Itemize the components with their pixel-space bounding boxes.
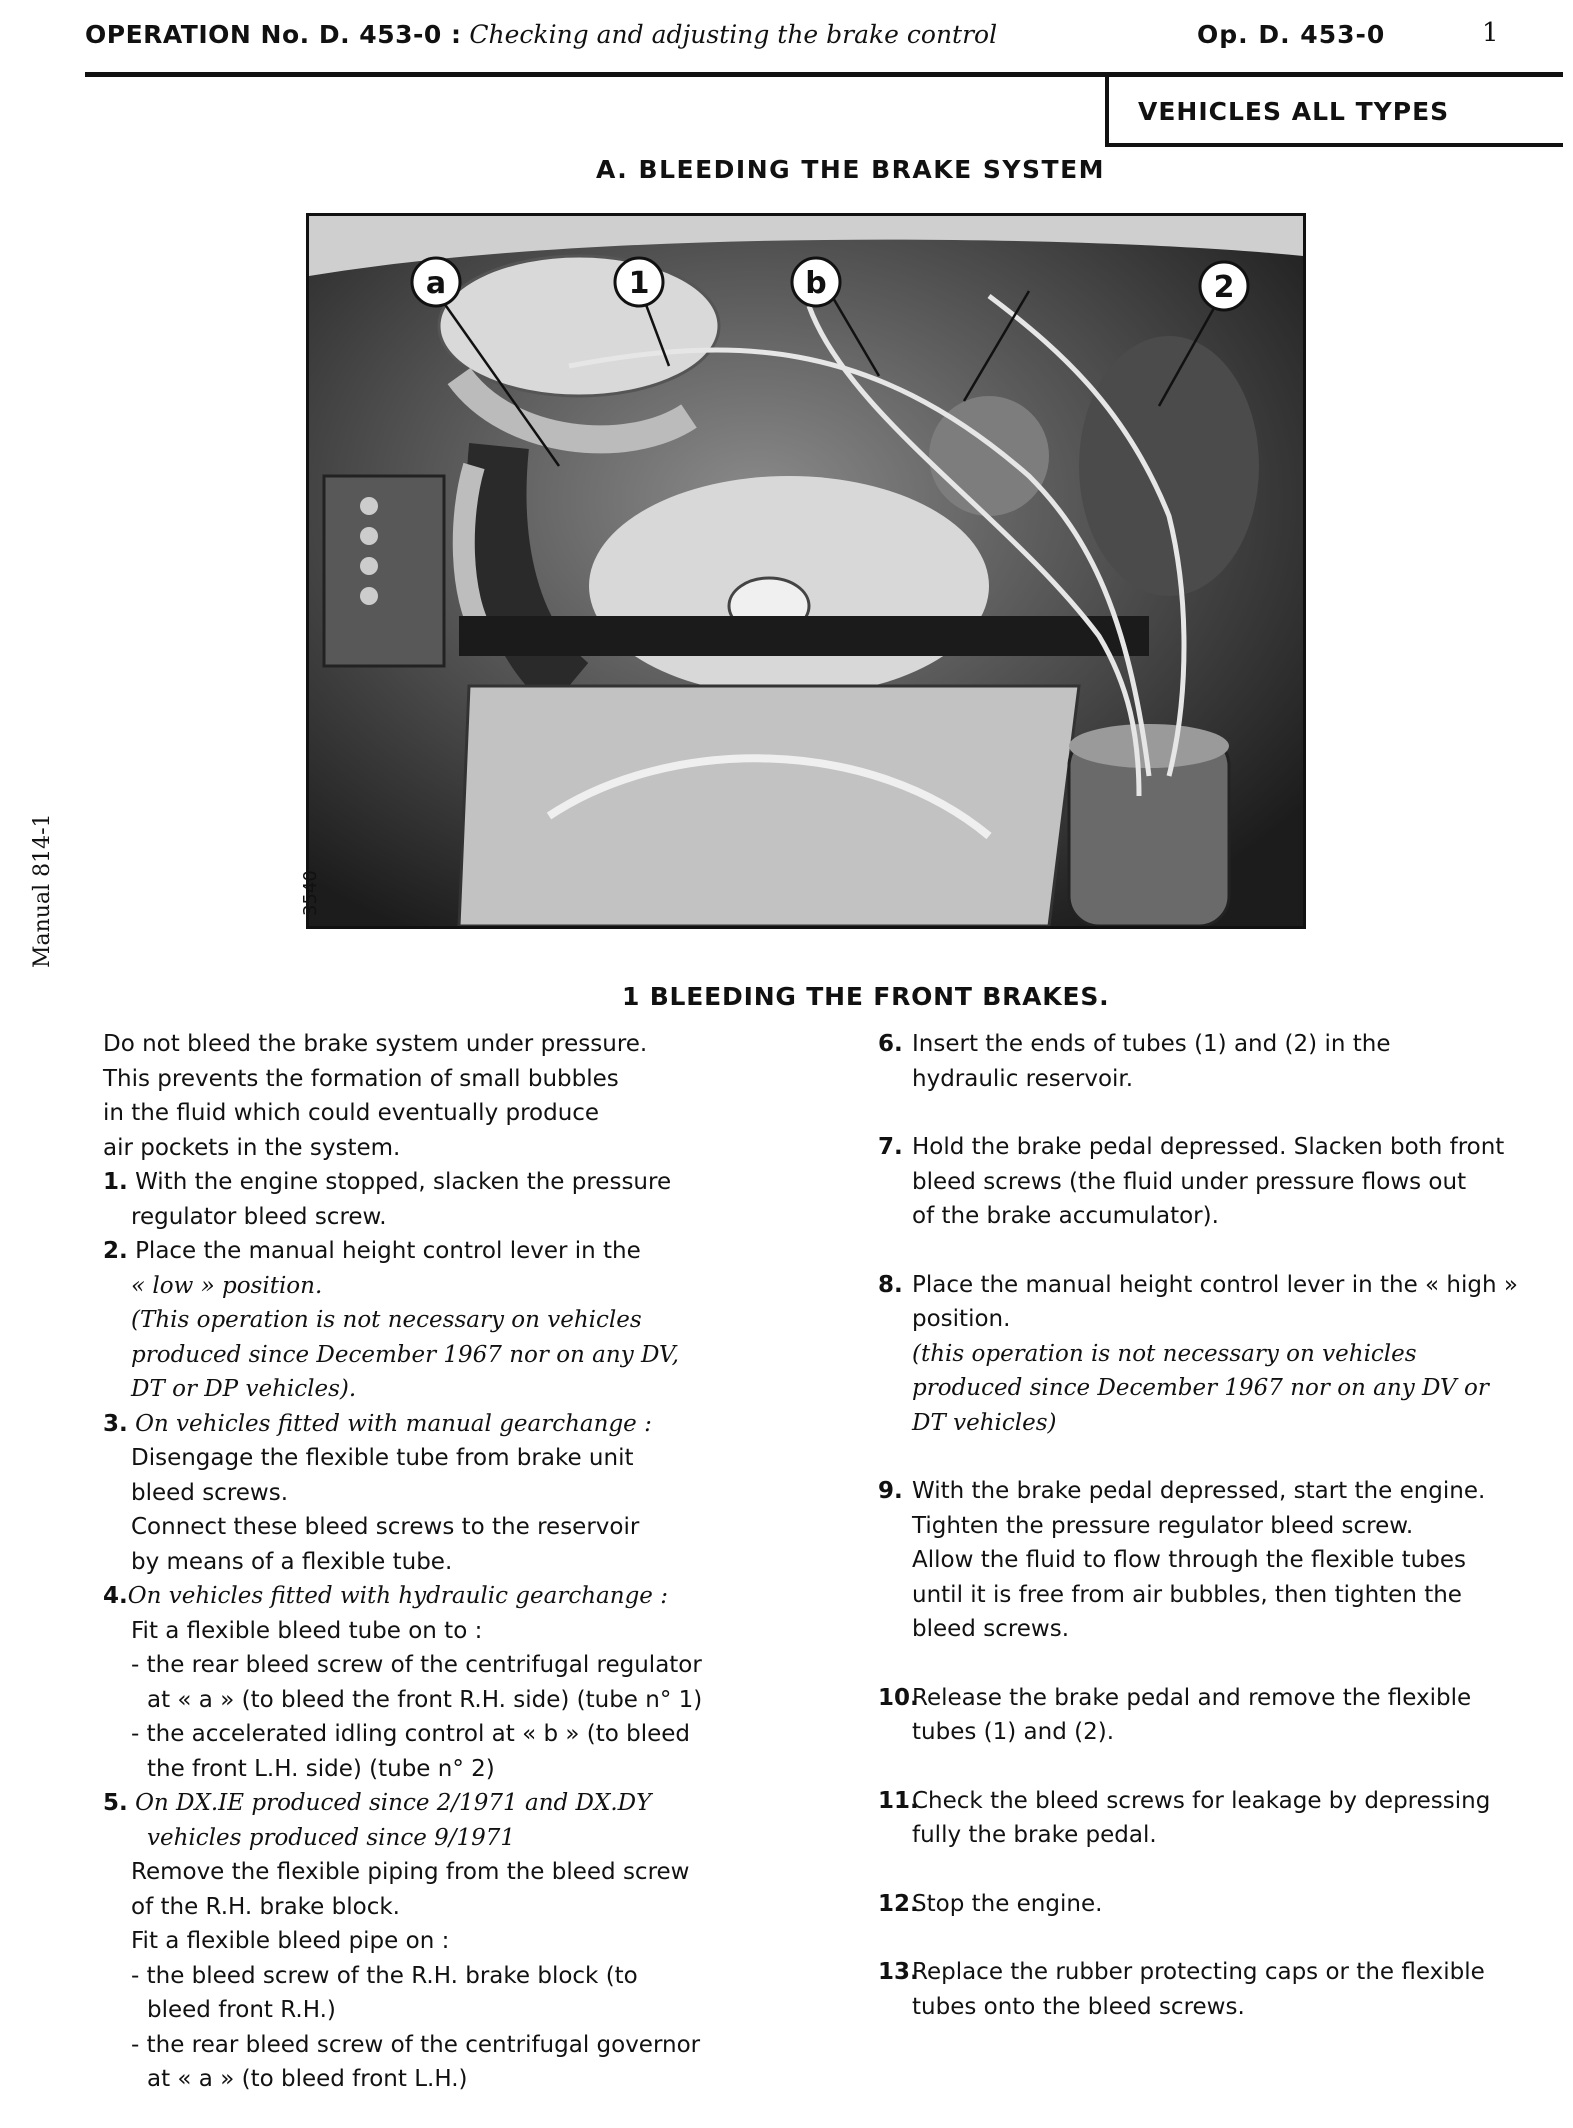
- page-number: 1: [1482, 18, 1499, 48]
- callout-a: [412, 258, 460, 306]
- step-7: 7. Hold the brake pedal depressed. Slacken both front bleed screws (the fluid under pressure flows out of the brake accumulator).: [878, 1130, 1558, 1234]
- step-5-bullet: - the bleed screw of the R.H. brake block (to: [131, 1962, 638, 1989]
- step-4-line: Fit a flexible bleed tube on to :: [131, 1617, 483, 1644]
- callout-b: [792, 258, 840, 306]
- subsection-title: 1 BLEEDING THE FRONT BRAKES.: [622, 982, 1110, 1011]
- step-9: 9. With the brake pedal depressed, start the engine. Tighten the pressure regulator bleed screw. Allow the fluid to flow through the flexible tubes until it is free from air bubbles, then tighten the bleed screws.: [878, 1474, 1558, 1647]
- step-3-line: Disengage the flexible tube from brake unit: [131, 1445, 634, 1471]
- step-number: 6.: [878, 1031, 903, 1057]
- step-4-bullet: - the rear bleed screw of the centrifugal regulator: [131, 1652, 702, 1678]
- step-6: 6. Insert the ends of tubes (1) and (2) in the hydraulic reservoir.: [878, 1027, 1558, 1096]
- step-2-note: produced since December 1967 nor on any DV,: [131, 1341, 679, 1368]
- intro-line: in the fluid which could eventually produce: [103, 1100, 600, 1126]
- step-11: 11. Check the bleed screws for leakage by depressing fully the brake pedal.: [878, 1784, 1558, 1853]
- step-2-note: DT or DP vehicles).: [131, 1376, 357, 1402]
- step-number: 10.: [878, 1684, 919, 1711]
- step-3: 3. On vehicles fitted with manual gearchange :: [103, 1410, 652, 1437]
- step-number: 12.: [878, 1890, 919, 1917]
- engine-photo: [306, 213, 1306, 929]
- step-4-bullet-cont: the front L.H. side) (tube n° 2): [147, 1755, 495, 1782]
- intro-line: This prevents the formation of small bubbles: [103, 1065, 619, 1092]
- step-3-line: bleed screws.: [131, 1479, 289, 1506]
- step-5-bullet-cont: bleed front R.H.): [147, 1997, 336, 2023]
- step-10: 10. Release the brake pedal and remove the flexible tubes (1) and (2).: [878, 1681, 1558, 1750]
- step-8-note: DT vehicles): [912, 1409, 1057, 1436]
- callout-1-label: 1: [628, 266, 650, 301]
- step-number: 3.: [103, 1410, 128, 1437]
- step-5-line: Fit a flexible bleed pipe on :: [131, 1928, 450, 1954]
- section-title: A. BLEEDING THE BRAKE SYSTEM: [596, 155, 1106, 184]
- step-8: 8. Place the manual height control lever in the « high » position. (this operation is not necessary on vehicles produced since December 1967 nor on any DV or DT vehicles): [878, 1268, 1558, 1441]
- step-number: 9.: [878, 1478, 903, 1504]
- step-2-note: (This operation is not necessary on vehicles: [131, 1307, 642, 1333]
- step-5: 5. On DX.IE produced since 2/1971 and DX.DY: [103, 1790, 652, 1816]
- step-5-bullet-cont: at « a » (to bleed front L.H.): [147, 2066, 468, 2092]
- step-1: 1. With the engine stopped, slacken the pressure: [103, 1169, 672, 1195]
- step-number: 11.: [878, 1787, 919, 1814]
- step-2: 2. Place the manual height control lever in the: [103, 1238, 641, 1264]
- step-number: 4.: [103, 1583, 128, 1609]
- step-1-cont: regulator bleed screw.: [131, 1203, 387, 1230]
- vehicles-label: VEHICLES ALL TYPES: [1138, 97, 1450, 126]
- engine-photo-illustration: [309, 216, 1303, 926]
- operation-title: Checking and adjusting the brake control: [469, 20, 998, 49]
- step-number: 5.: [103, 1790, 128, 1816]
- step-number: 2.: [103, 1238, 128, 1264]
- manual-side-label: Manual 814-1: [30, 813, 55, 968]
- step-number: 8.: [878, 1271, 903, 1298]
- step-5-bullet: - the rear bleed screw of the centrifugal governor: [131, 2031, 701, 2058]
- step-number: 13.: [878, 1959, 919, 1985]
- step-5-head-cont: vehicles produced since 9/1971: [147, 1824, 516, 1851]
- callout-b-label: b: [805, 266, 827, 301]
- step-3-line: by means of a flexible tube.: [131, 1548, 453, 1575]
- step-3-line: Connect these bleed screws to the reservoir: [131, 1514, 640, 1540]
- left-column: [103, 1027, 753, 2097]
- step-8-note: (this operation is not necessary on vehicles: [912, 1340, 1417, 1367]
- step-number: 7.: [878, 1134, 903, 1160]
- callout-2-label: 2: [1213, 270, 1235, 305]
- operation-header: [85, 20, 997, 49]
- step-4: 4.On vehicles fitted with hydraulic gearchange :: [103, 1583, 668, 1609]
- step-5-line: of the R.H. brake block.: [131, 1893, 400, 1920]
- intro-line: Do not bleed the brake system under pressure.: [103, 1031, 648, 1057]
- operation-short-ref: Op. D. 453-0: [1197, 20, 1386, 49]
- intro-line: air pockets in the system.: [103, 1134, 401, 1161]
- step-4-bullet: - the accelerated idling control at « b » (to bleed: [131, 1721, 691, 1747]
- step-number: 1.: [103, 1169, 128, 1195]
- callout-2: [1200, 262, 1248, 310]
- callout-a-label: a: [425, 266, 447, 301]
- step-12: 12. Stop the engine.: [878, 1887, 1558, 1922]
- callout-1: [615, 258, 663, 306]
- step-2-cont: « low » position.: [131, 1272, 323, 1299]
- operation-number: OPERATION No. D. 453-0 :: [85, 20, 462, 49]
- photo-reference-number: 3540: [300, 870, 321, 916]
- step-8-note: produced since December 1967 nor on any DV or: [912, 1375, 1489, 1401]
- right-column: [878, 1027, 1558, 2024]
- step-5-line: Remove the flexible piping from the bleed screw: [131, 1859, 690, 1885]
- step-4-bullet-cont: at « a » (to bleed the front R.H. side) (tube n° 1): [147, 1686, 703, 1713]
- step-13: 13. Replace the rubber protecting caps or the flexible tubes onto the bleed screws.: [878, 1955, 1558, 2024]
